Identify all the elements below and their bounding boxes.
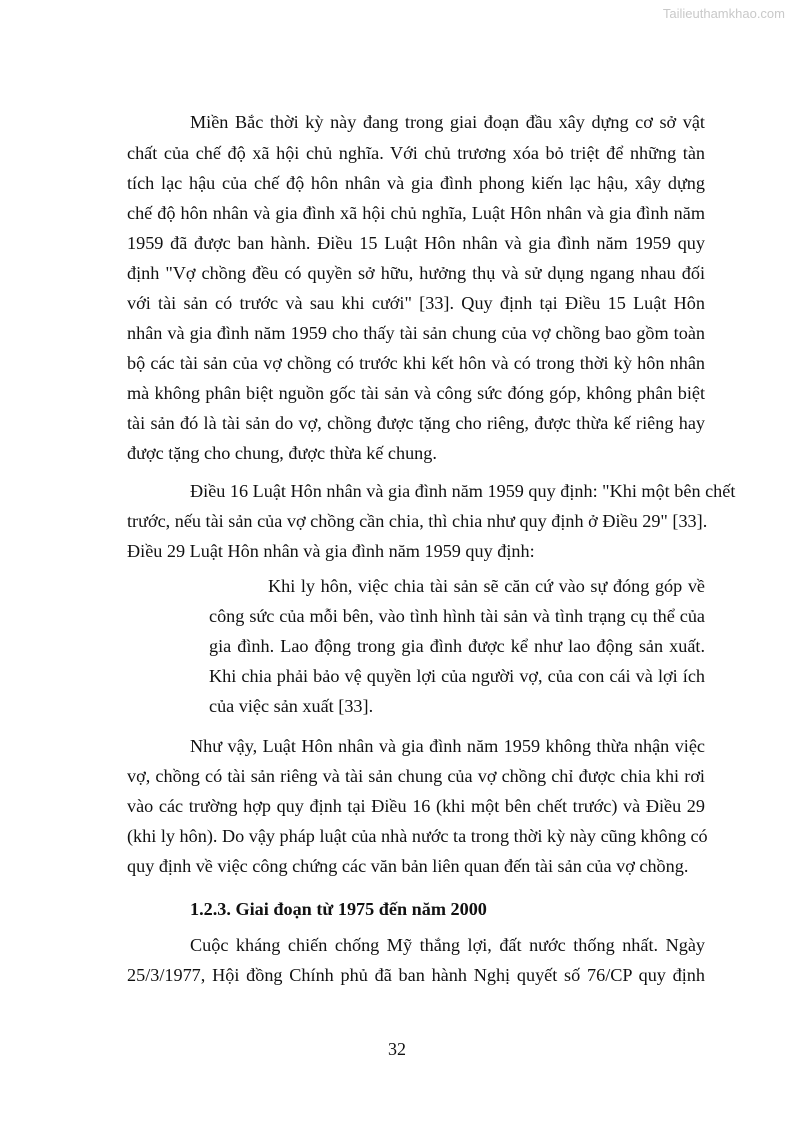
text-line: công sức của mỗi bên, vào tình hình tài sản và tình trạng cụ thể của — [209, 606, 705, 626]
text-line: trước, nếu tài sản của vợ chồng cần chia, thì chia như quy định ở Điều 29" [33]. — [127, 511, 708, 531]
text-line: Như vậy, Luật Hôn nhân và gia đình năm 1959 không thừa nhận việc — [190, 736, 705, 756]
text-line: Khi chia phải bảo vệ quyền lợi của người vợ, của con cái và lợi ích — [209, 666, 705, 686]
text-line: định "Vợ chồng đều có quyền sở hữu, hưởng thụ và sử dụng ngang nhau đối — [127, 263, 705, 283]
watermark: Tailieuthamkhao.com — [662, 6, 785, 21]
text-line: Điều 16 Luật Hôn nhân và gia đình năm 1959 quy định: "Khi một bên chết — [190, 481, 736, 501]
section-heading: 1.2.3. Giai đoạn từ 1975 đến năm 2000 — [190, 899, 487, 919]
text-line: tài sản đó là tài sản do vợ, chồng được tặng cho riêng, được thừa kế riêng hay — [127, 413, 705, 433]
text-line: được tặng cho chung, được thừa kế chung. — [127, 443, 437, 463]
text-line: 1959 đã được ban hành. Điều 15 Luật Hôn nhân và gia đình năm 1959 quy — [127, 233, 705, 253]
text-line: Miền Bắc thời kỳ này đang trong giai đoạn đầu xây dựng cơ sở vật — [190, 112, 705, 132]
text-line: Cuộc kháng chiến chống Mỹ thắng lợi, đất nước thống nhất. Ngày — [190, 935, 705, 955]
text-line: bộ các tài sản của vợ chồng có trước khi kết hôn và có trong thời kỳ hôn nhân — [127, 353, 705, 373]
text-line: với tài sản có trước và sau khi cưới" [33]. Quy định tại Điều 15 Luật Hôn — [127, 293, 705, 313]
text-line: quy định về việc công chứng các văn bản liên quan đến tài sản của vợ chồng. — [127, 856, 689, 876]
text-line: 25/3/1977, Hội đồng Chính phủ đã ban hành Nghị quyết số 76/CP quy định — [127, 965, 705, 985]
text-line: tích lạc hậu của chế độ hôn nhân và gia đình phong kiến lạc hậu, xây dựng — [127, 173, 705, 193]
text-line: nhân và gia đình năm 1959 cho thấy tài sản chung của vợ chồng bao gồm toàn — [127, 323, 705, 343]
text-line: Khi ly hôn, việc chia tài sản sẽ căn cứ vào sự đóng góp về — [268, 576, 705, 596]
page-number: 32 — [388, 1039, 406, 1059]
text-line: (khi ly hôn). Do vậy pháp luật của nhà nước ta trong thời kỳ này cũng không có — [127, 826, 708, 846]
text-line: gia đình. Lao động trong gia đình được kể như lao động sản xuất. — [209, 636, 705, 656]
text-line: Điều 29 Luật Hôn nhân và gia đình năm 1959 quy định: — [127, 541, 535, 561]
text-line: chế độ hôn nhân và gia đình xã hội chủ nghĩa, Luật Hôn nhân và gia đình năm — [127, 203, 705, 223]
text-line: của việc sản xuất [33]. — [209, 696, 374, 716]
text-line: mà không phân biệt nguồn gốc tài sản và công sức đóng góp, không phân biệt — [127, 383, 705, 403]
text-line: vợ, chồng có tài sản riêng và tài sản chung của vợ chồng chỉ được chia khi rơi — [127, 766, 705, 786]
text-line: vào các trường hợp quy định tại Điều 16 (khi một bên chết trước) và Điều 29 — [127, 796, 705, 816]
text-line: chất của chế độ xã hội chủ nghĩa. Với chủ trương xóa bỏ triệt để những tàn — [127, 143, 705, 163]
